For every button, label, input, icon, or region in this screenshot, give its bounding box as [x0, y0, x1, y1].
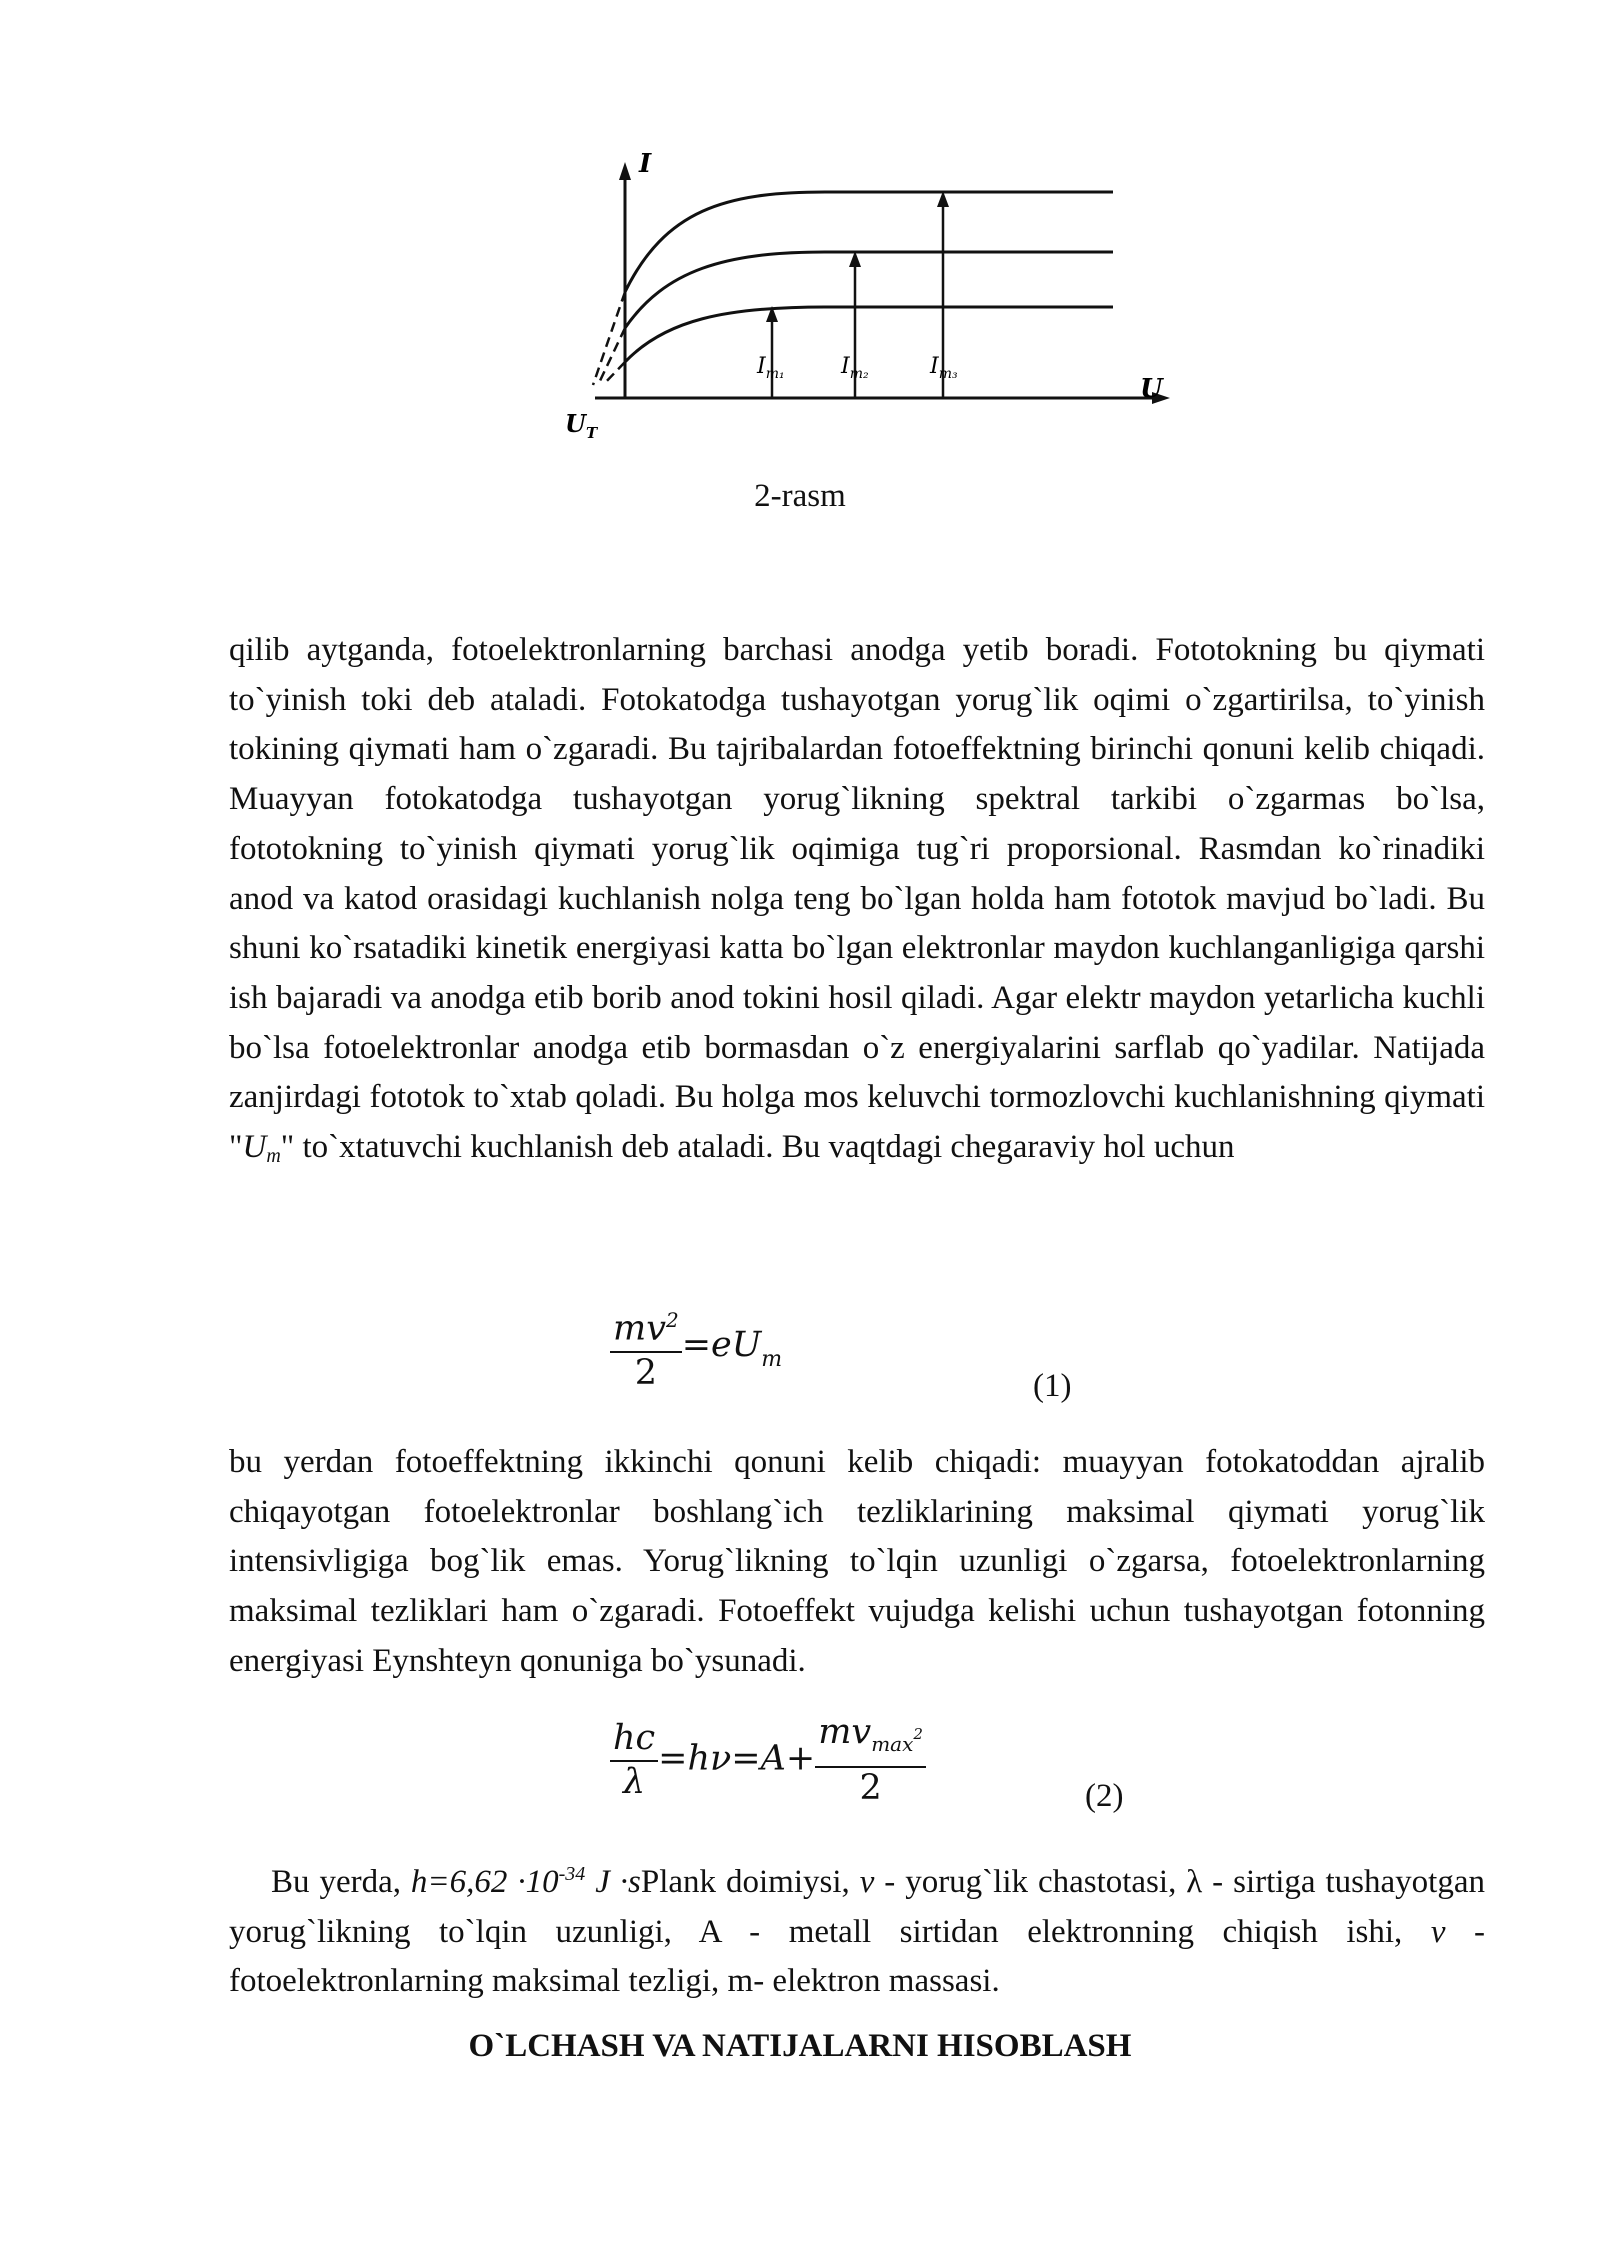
curve-im3: [625, 192, 1113, 292]
eq1-numerator: $mv^2$: [610, 1300, 682, 1353]
paragraph-1: [229, 626, 1485, 1182]
curve-im1: [625, 307, 1113, 362]
planck-value: h=6,62 ·10: [410, 1864, 559, 1900]
paragraph-3: Bu yerda, $h=6,62 \cdot 10^{-34}$ J ·sPlank doimiysi, v - yorug`lik chastotasi, λ - sirtiga tushayotgan yorug`likning to`lqin uzunligi, A - metall sirtidan elektronning chiqish ishi, v - fotoelektronlarning maksimal tezligi, m- elektron massasi.: [229, 1863, 1485, 2000]
paragraph-1-text-b: " to`xtatuvchi kuchlanish deb ataladi. Bu vaqtdagi chegaraviy hol uchun: [280, 1129, 1235, 1166]
equation-1-number: (1): [1033, 1368, 1072, 1404]
eq2-denominator-2: 2: [859, 1768, 882, 1808]
v-symbol: v: [1430, 1913, 1446, 1950]
nu-symbol: v: [859, 1864, 875, 1900]
planck-exponent: -34: [558, 1863, 586, 1885]
eq2-fraction-2: [815, 1712, 926, 1808]
im1-label: $I_{m_1}$: [757, 354, 785, 382]
x-axis-label: U: [1140, 374, 1163, 404]
eq2-denominator-1: λ: [622, 1762, 646, 1802]
eq1-denominator: 2: [634, 1352, 657, 1393]
equation-2: [610, 1712, 926, 1808]
figure-caption: 2-rasm: [754, 478, 846, 514]
saturation-current-figure: [555, 140, 1215, 460]
planck-unit: J ·s: [585, 1864, 641, 1900]
y-axis-arrow: [619, 162, 631, 180]
y-axis-label: I: [639, 149, 652, 179]
eq2-middle: =hν=A+: [658, 1738, 816, 1779]
equation-2-number: (2): [1085, 1778, 1124, 1814]
eq1-rhs: =eU: [681, 1324, 762, 1365]
paragraph-2: bu yerdan fotoeffektning ikkinchi qonuni kelib chiqadi: muayyan fotokatoddan ajralib chiqayotgan fotoelektronlar boshlang`ich tezliklarining maksimal qiymati yorug`lik intensivligiga bog`lik emas. Yorug`likning to`lqin uzunligi o`zgarsa, fotoelektronlarning maksimal tezliklari ham o`zgaradi. Fotoeffekt vujudga kelishi uchun tushayotgan fotonning energiyasi Eynshteyn qonuniga bo`ysunadi.: [229, 1444, 1485, 1679]
equation-1: [610, 1300, 782, 1393]
eq1-rhs-sub: m: [761, 1346, 783, 1372]
eq2-numerator-1: hc: [610, 1718, 658, 1762]
curve-im2: [625, 252, 1113, 328]
paragraph-1-text-a: qilib aytganda, fotoelektronlarning barchasi anodga yetib boradi. Fototokning bu qiymati to`yinish toki deb ataladi. Fotokatodga tushayotgan yorug`lik oqimi o`zgartirilsa, to`yinish tokining qiymati ham o`zgaradi. Bu tajribalardan fotoeffektning birinchi qonuni kelib chiqadi. Muayyan fotokatodga tushayotgan yorug`likning spektral tarkibi o`zgarmas bo`lsa, fototokning to`yinish qiymati yorug`lik oqimiga tug`ri proporsional. Rasmdan ko`rinadiki anod va katod orasidagi kuchlanish nolga teng bo`lgan holda ham fototok mavjud bo`ladi. Bu shuni ko`rsatadiki kinetik energiyasi katta bo`lgan elektronlar maydon kuchlanganligiga qarshi ish bajaradi va anodga etib borib anod tokini hosil qiladi. Agar elektr maydon yetarlicha kuchli bo`lsa fotoelektronlar anodga etib bormasdan o`z energiyalarini sarflab qo`yadilar. Natijada zanjirdagi fototok to`xtab qoladi. Bu holga mos keluvchi tormozlovchi kuchlanishning qiymati ": [229, 632, 1485, 1166]
eq1-fraction: [610, 1300, 682, 1393]
im3-label: $I_{m_3}$: [930, 354, 958, 382]
eq2-fraction-1: [610, 1718, 658, 1802]
origin-label: $U_T$: [565, 409, 598, 442]
im2-label: $I_{m_2}$: [841, 354, 869, 382]
eq2-numerator-2: $mv_{max}^2$: [815, 1712, 926, 1768]
section-heading: O`LCHASH VA NATIJALARNI HISOBLASH: [468, 2028, 1132, 2064]
um-symbol: U: [242, 1129, 267, 1166]
um-subscript: m: [266, 1145, 281, 1168]
curve-im3-dashed: [593, 292, 625, 385]
